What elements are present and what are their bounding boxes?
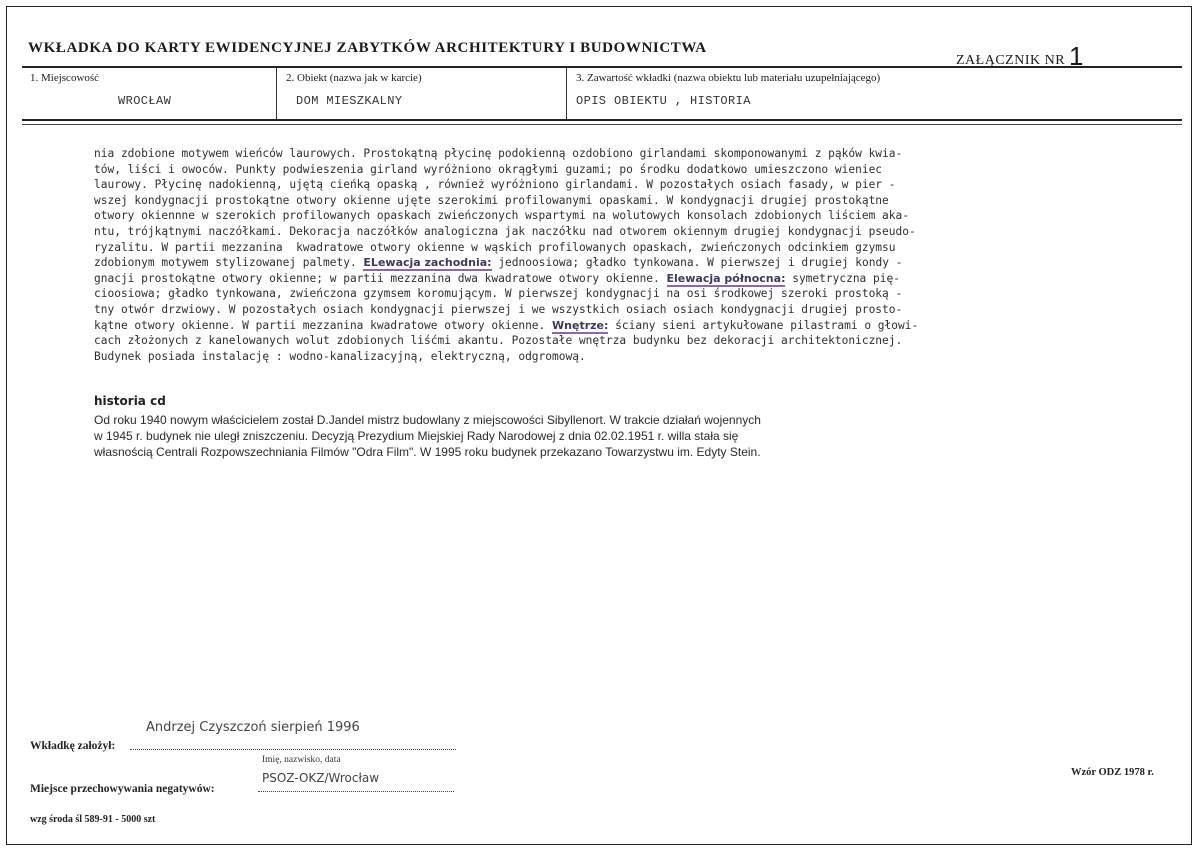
template-note: Wzór ODZ 1978 r. — [1071, 767, 1154, 778]
text-line: tny otwór drzwiowy. W pozostałych osiach kondygnacji pierwszej i we wszystkich osiach osiach kondygnacji drugiej prosto- — [94, 302, 903, 316]
text-line — [94, 271, 1119, 287]
text-line: cach złożonych z kanelowanych wolut zdobionych liśćmi akantu. Pozostałe wnętrza budynku bez dekoracji architektonicznej. — [94, 334, 903, 348]
negatives-location: PSOZ-OKZ/Wrocław — [262, 771, 380, 785]
text-line: w 1945 r. budynek nie uległ zniszczeniu. Decyzją Prezydium Miejskiej Rady Narodowej z dnia 02.02.1951 r. willa stała się — [94, 429, 739, 443]
field-label-object: 2. Obiekt (nazwa jak w karcie) — [286, 72, 422, 84]
text-segment: kątne otwory okienne. W partii mezzanina kwadratowe otwory okienne. — [94, 318, 553, 332]
text-segment: zdobionym motywem stylizowanej palmety. — [94, 256, 364, 270]
text-line: otwory okiennne w szerokich profilowanych opaskach zwieńczonych wspartymi na wolutowych konsolach zdobionych liściem aka- — [94, 209, 909, 223]
text-line: ntu, trójkątnymi naczółkami. Dekoracja naczółków analogiczna jak naczółku nad otworem okiennym drugiej kondygnacji pseudo- — [94, 224, 916, 238]
field-divider — [276, 68, 277, 120]
author-signature: Andrzej Czyszczoń sierpień 1996 — [146, 720, 360, 735]
text-line: własnością Centrali Rozpowszechniania Filmów "Odra Film". W 1995 roku budynek przekazano Towarzystwu im. Edyty Stein. — [94, 445, 761, 459]
author-caption: Imię, nazwisko, data — [262, 755, 341, 765]
header-rule-bottom — [22, 119, 1182, 121]
section-heading-west-elevation: ELewacja zachodnia: — [363, 256, 492, 270]
section-heading-interior: Wnętrze: — [552, 318, 609, 332]
field-value-object: DOM MIESZKALNY — [296, 94, 403, 108]
annex-label: ZAŁĄCZNIK NR — [956, 53, 1066, 68]
negatives-dotted-line — [258, 791, 454, 792]
text-line — [94, 318, 1119, 334]
text-line: nia zdobione motywem wieńców laurowych. Prostokątną płycinę podokienną ozdobiono girlandami skomponowanymi z pąków kwia- — [94, 147, 903, 160]
annex-number-value: 1 — [1069, 41, 1085, 71]
text-line: tów, liści i owoców. Punkty podwieszenia girland wyróżniono okrągłymi guzami; po środku dodatkowo umieszczono wieniec — [94, 162, 883, 176]
text-line: wszej kondygnacji prostokątne otwory okienne ujęte szerokimi profilowanymi opaskami. W kondygnacji drugiej prostokątne — [94, 193, 889, 207]
field-label-contents: 3. Zawartość wkładki (nazwa obiektu lub materiału uzupełniającego) — [576, 72, 881, 84]
history-text — [94, 412, 1124, 460]
text-line — [94, 255, 1119, 271]
text-line: Budynek posiada instalację : wodno-kanalizacyjną, elektryczną, odgromową. — [94, 349, 586, 363]
header-rule-thin — [22, 124, 1182, 125]
text-line: Od roku 1940 nowym właścicielem został D.Jandel mistrz budowlany z miejscowości Sibyllenort. W trakcie działań wojennych — [94, 413, 761, 427]
section-heading-north-elevation: Elewacja północna: — [666, 271, 786, 285]
field-label-location: 1. Miejscowość — [30, 72, 100, 84]
author-dotted-line — [130, 749, 456, 750]
text-line: ryzalitu. W partii mezzanina kwadratowe otwory okienne w wąskich profilowanych opaskach, zwieńczonych odcinkiem gzymsu — [94, 240, 896, 254]
text-segment: gnacji prostokątne otwory okienne; w partii mezzanina dwa kwadratowe otwory okienne. — [94, 271, 667, 285]
document-title: WKŁADKA DO KARTY EWIDENCYJNEJ ZABYTKÓW ARCHITEKTURY I BUDOWNICTWA — [28, 40, 707, 56]
negatives-label: Miejsce przechowywania negatywów: — [30, 783, 215, 795]
print-note: wzg środa śl 589-91 - 5000 szt — [30, 814, 156, 825]
author-label: Wkładkę założył: — [30, 740, 116, 752]
description-text — [94, 146, 1119, 364]
field-divider — [566, 68, 567, 120]
header-rule-top — [22, 66, 1182, 68]
text-line: laurowy. Płycinę nadokienną, ujętą cieńką opaską , również wyróżniono girlandami. W pozostałych osiach fasady, w pier - — [94, 178, 896, 192]
field-value-contents: OPIS OBIEKTU , HISTORIA — [576, 94, 751, 108]
text-segment: ściany sieni artykułowane pilastrami o głowi- — [608, 318, 919, 332]
field-value-location: WROCŁAW — [118, 94, 172, 108]
text-line: cioosiowa; gładko tynkowana, zwieńczona gzymsem koromującym. W pierwszej kondygnacji na osi środkowej szeroki prostoką - — [94, 287, 903, 301]
text-segment: symetryczna pię- — [785, 271, 900, 285]
text-segment: jednoosiowa; gładko tynkowana. W pierwszej i drugiej kondy - — [491, 256, 903, 270]
history-heading: historia cd — [94, 394, 166, 408]
